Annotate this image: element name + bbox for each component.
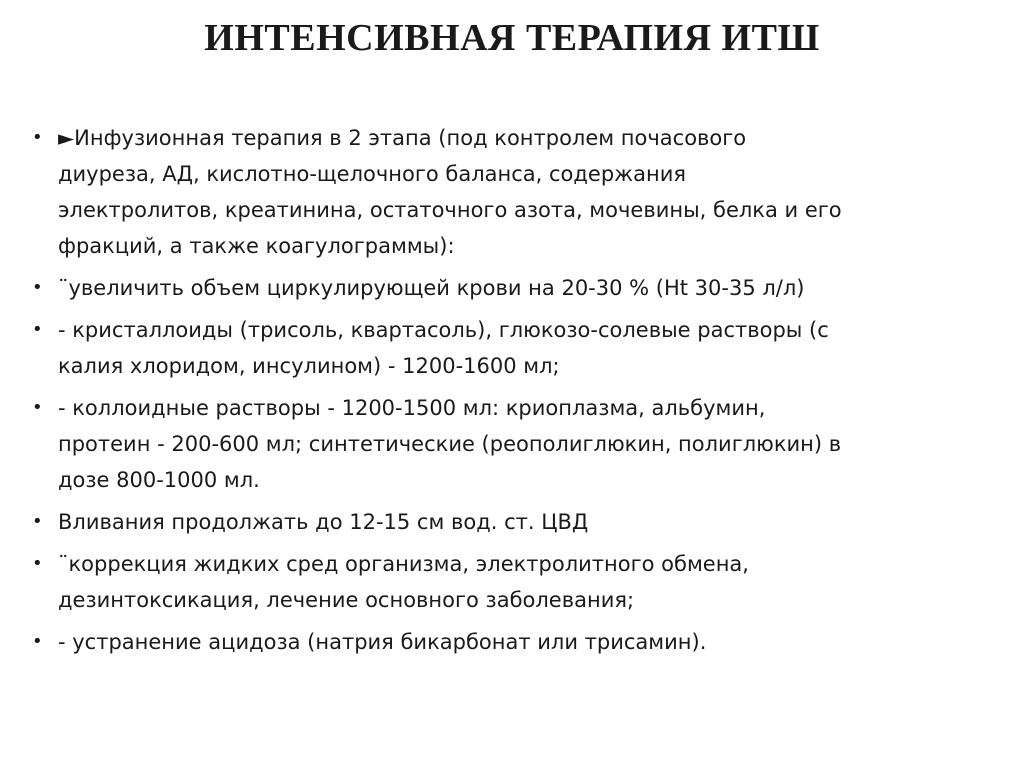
bullet-item-4 bbox=[32, 390, 972, 498]
slide-title: ИНТЕНСИВНАЯ ТЕРАПИЯ ИТШ bbox=[204, 17, 820, 59]
bullet-text: Вливания продолжать до 12-15 см вод. ст. ЦВД bbox=[58, 510, 589, 534]
bullet-item-2 bbox=[32, 270, 972, 306]
bullet-item-1 bbox=[32, 120, 972, 264]
bullet-text: ¨увеличить объем циркулирующей крови на 20-30 % (Ht 30-35 л/л) bbox=[58, 276, 805, 300]
bullet-dot-icon: • bbox=[32, 319, 43, 340]
bullet-text: - кристаллоиды (трисоль, квартасоль), глюкозо-солевые растворы (с калия хлоридом, инсулином) - 1200-1600 мл; bbox=[58, 318, 829, 378]
bullet-dot-icon: • bbox=[32, 277, 43, 298]
bullet-text: - коллоидные растворы - 1200-1500 мл: криоплазма, альбумин, протеин - 200-600 мл; синтетические (реополиглюкин, полиглюкин) в дозе 800-1000 мл. bbox=[58, 396, 842, 492]
bullet-dot-icon: • bbox=[32, 397, 43, 418]
bullet-text: - устранение ацидоза (натрия бикарбонат или трисамин). bbox=[58, 630, 707, 654]
bullet-dot-icon: • bbox=[32, 553, 43, 574]
bullet-text: ¨коррекция жидких сред организма, электролитного обмена, дезинтоксикация, лечение основного заболевания; bbox=[58, 552, 749, 612]
bullet-dot-icon: • bbox=[32, 631, 43, 652]
bullet-text: ►Инфузионная терапия в 2 этапа (под контролем почасового диуреза, АД, кислотно-щелочного баланса, содержания электролитов, креатинина, остаточного азота, мочевины, белка и его фракций, а также коагулограммы): bbox=[58, 126, 842, 258]
bullet-list bbox=[32, 120, 972, 666]
bullet-item-5 bbox=[32, 504, 972, 540]
bullet-dot-icon: • bbox=[32, 127, 43, 148]
bullet-item-7 bbox=[32, 624, 972, 660]
bullet-item-6 bbox=[32, 546, 972, 618]
bullet-dot-icon: • bbox=[32, 511, 43, 532]
bullet-item-3 bbox=[32, 312, 972, 384]
